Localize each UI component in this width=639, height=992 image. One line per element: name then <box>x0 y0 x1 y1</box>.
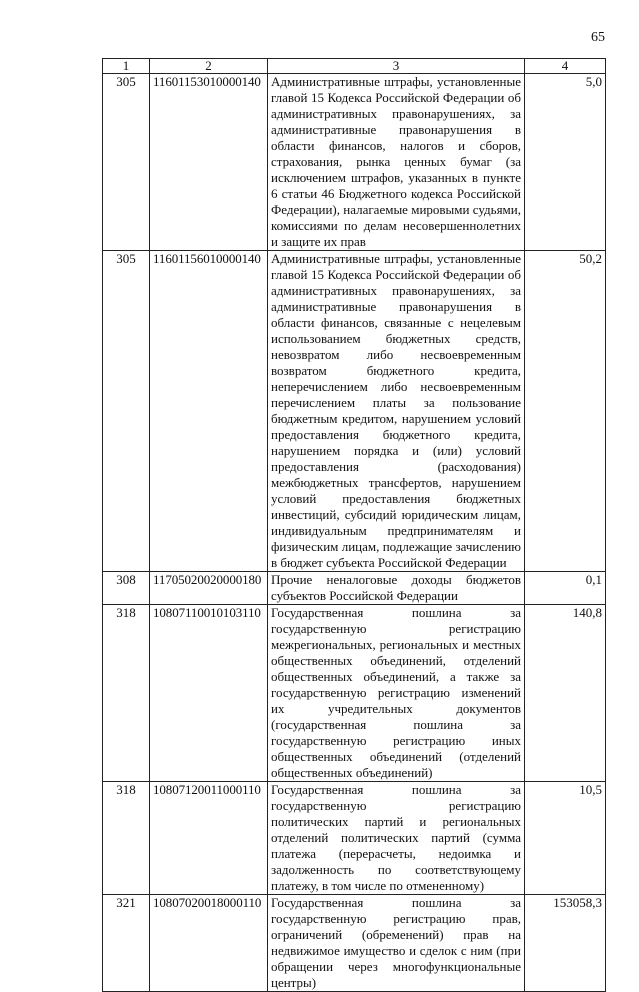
table-row <box>103 605 606 782</box>
admin-code-cell: 318 <box>103 605 150 782</box>
revenue-code-cell: 10807110010103110 <box>150 605 268 782</box>
admin-code-cell: 318 <box>103 782 150 895</box>
page-number: 65 <box>591 30 605 45</box>
amount-cell: 5,0 <box>525 74 606 251</box>
header-col-3: 3 <box>268 59 525 74</box>
revenue-description-cell: Административные штрафы, установленные главой 15 Кодекса Российской Федерации об административных правонарушениях, за административные правонарушения в области финансов, связанные с нецелевым использованием бюджетных средств, невозвратом либо несвоевременным возвратом бюджетного кредита, неперечислением либо несвоевременным перечислением платы за пользование бюджетным кредитом, нарушением условий предоставления бюджетного кредита, нарушением порядка и (или) условий предоставления (расходования) межбюджетных трансфертов, нарушением условий предоставления бюджетных инвестиций, субсидий юридическим лицам, индивидуальным предпринимателям и физическим лицам, подлежащие зачислению в бюджет субъекта Российской Федерации <box>268 251 525 572</box>
revenue-code-cell: 10807020018000110 <box>150 895 268 992</box>
admin-code-cell: 305 <box>103 74 150 251</box>
admin-code-cell: 308 <box>103 572 150 605</box>
revenue-description-cell: Государственная пошлина за государственную регистрацию межрегиональных, региональных и местных общественных объединений, отделений общественных объединений, а также за государственную регистрацию изменений их учредительных документов (государственная пошлина за государственную регистрацию иных общественных объединений (отделений общественных объединений) <box>268 605 525 782</box>
header-col-2: 2 <box>150 59 268 74</box>
amount-cell: 10,5 <box>525 782 606 895</box>
revenue-description-cell: Государственная пошлина за государственную регистрацию политических партий и региональных отделений политических партий (сумма платежа (перерасчеты, недоимка и задолженность по соответствующему платежу, в том числе по отмененному) <box>268 782 525 895</box>
table-row <box>103 251 606 572</box>
revenue-description-cell: Административные штрафы, установленные главой 15 Кодекса Российской Федерации об административных правонарушениях, за административные правонарушения в области финансов, налогов и сборов, страхования, рынка ценных бумаг (за исключением штрафов, указанных в пункте 6 статьи 46 Бюджетного кодекса Российской Федерации), налагаемые мировыми судьями, комиссиями по делам несовершеннолетних и защите их прав <box>268 74 525 251</box>
amount-cell: 153058,3 <box>525 895 606 992</box>
admin-code-cell: 305 <box>103 251 150 572</box>
header-col-4: 4 <box>525 59 606 74</box>
amount-cell: 50,2 <box>525 251 606 572</box>
revenue-description-cell: Государственная пошлина за государственную регистрацию прав, ограничений (обременений) прав на недвижимое имущество и сделок с ним (при обращении через многофункциональные центры) <box>268 895 525 992</box>
revenue-code-cell: 11601156010000140 <box>150 251 268 572</box>
table-row <box>103 895 606 992</box>
revenue-code-cell: 11601153010000140 <box>150 74 268 251</box>
revenue-code-cell: 10807120011000110 <box>150 782 268 895</box>
admin-code-cell: 321 <box>103 895 150 992</box>
header-row <box>103 59 606 74</box>
revenue-description-cell: Прочие неналоговые доходы бюджетов субъектов Российской Федерации <box>268 572 525 605</box>
header-col-1: 1 <box>103 59 150 74</box>
revenue-code-cell: 11705020020000180 <box>150 572 268 605</box>
table-row <box>103 74 606 251</box>
table-row <box>103 782 606 895</box>
amount-cell: 140,8 <box>525 605 606 782</box>
revenue-table <box>102 58 606 992</box>
table-row <box>103 572 606 605</box>
amount-cell: 0,1 <box>525 572 606 605</box>
